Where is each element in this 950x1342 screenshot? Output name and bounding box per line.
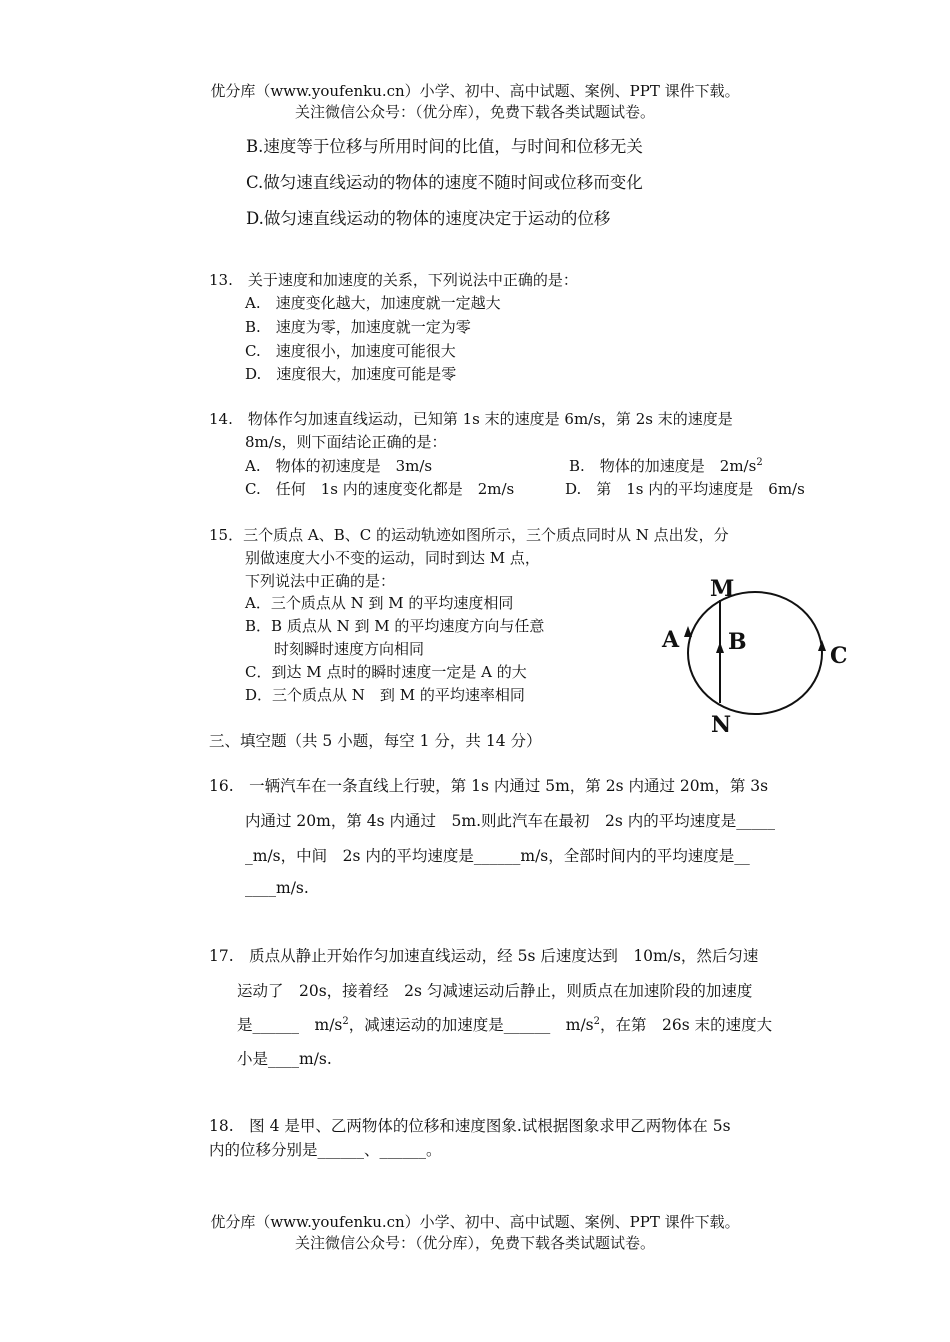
circle-trajectory — [688, 592, 822, 714]
label-m: M — [710, 576, 735, 602]
q13-stem: 13. 关于速度和加速度的关系，下列说法中正确的是： — [209, 271, 578, 289]
footer-line-2: 关注微信公众号：（优分库），免费下载各类试题试卷。 — [294, 1234, 655, 1252]
q15-stem-line-2: 别做速度大小不变的运动，同时到达 M 点， — [245, 549, 540, 567]
q15-option-a: A．三个质点从 N 到 M 的平均速度相同 — [245, 594, 514, 612]
q14-stem-line-1: 14. 物体作匀加速直线运动，已知第 1s 末的速度是 6m/s，第 2s 末的速度是 — [209, 410, 733, 428]
q16-line-4: ____m/s. — [245, 879, 309, 897]
q16-line-3: _m/s，中间 2s 内的平均速度是______m/s，全部时间内的平均速度是__ — [245, 847, 750, 865]
q17-line-3-part-2: ，减速运动的加速度是______ m/s — [348, 1016, 594, 1034]
q15-option-d: D．三个质点从 N 到 M 的平均速率相同 — [245, 686, 525, 704]
q17-line-3-part-1: 是______ m/s — [237, 1016, 343, 1034]
label-b: B — [728, 629, 747, 655]
q15-option-b-line-2: 时刻瞬时速度方向相同 — [274, 640, 425, 658]
label-c: C — [830, 643, 848, 669]
header-line-1: 优分库（www.youfenku.cn）小学、初中、高中试题、案例、PPT 课件下载。 — [210, 82, 740, 100]
q14-stem-line-2: 8m/s，则下面结论正确的是： — [245, 433, 447, 451]
q13-option-a: A. 速度变化越大，加速度就一定越大 — [245, 294, 501, 312]
arrow-a-icon — [684, 626, 692, 637]
q14-option-d: D. 第 1s 内的平均速度是 6m/s — [565, 480, 805, 498]
q17-line-2: 运动了 20s，接着经 2s 匀减速运动后静止，则质点在加速阶段的加速度 — [237, 982, 753, 1000]
q17-line-4: 小是____m/s. — [237, 1050, 332, 1068]
footer-line-1: 优分库（www.youfenku.cn）小学、初中、高中试题、案例、PPT 课件下载。 — [210, 1213, 740, 1231]
q12-option-c: C.做匀速直线运动的物体的速度不随时间或位移而变化 — [246, 173, 643, 192]
q15-trajectory-figure — [650, 570, 860, 745]
q14-option-b-exponent: 2 — [756, 457, 763, 468]
label-a: A — [662, 627, 680, 653]
q14-option-a: A. 物体的初速度是 3m/s — [245, 457, 433, 475]
q15-option-b-line-1: B．B 质点从 N 到 M 的平均速度方向与任意 — [245, 617, 545, 635]
q16-line-1: 16. 一辆汽车在一条直线上行驶，第 1s 内通过 5m，第 2s 内通过 20m，第 3s — [209, 777, 769, 795]
q14-option-b — [569, 455, 763, 476]
q13-option-d: D. 速度很大，加速度可能是零 — [245, 365, 457, 383]
q16-line-2: 内通过 20m，第 4s 内通过 5m.则此汽车在最初 2s 内的平均速度是_____ — [245, 812, 775, 830]
q17-exponent-2: 2 — [593, 1015, 601, 1027]
q13-option-b: B. 速度为零，加速度就一定为零 — [245, 318, 471, 336]
label-n: N — [711, 712, 732, 738]
q15-option-c: C．到达 M 点时的瞬时速度一定是 A 的大 — [245, 663, 527, 681]
q17-line-1: 17. 质点从静止开始作匀加速直线运动，经 5s 后速度达到 10m/s，然后匀速 — [209, 947, 759, 965]
q18-line-1: 18. 图 4 是甲、乙两物体的位移和速度图象.试根据图象求甲乙两物体在 5s — [209, 1117, 731, 1135]
q14-option-c: C. 任何 1s 内的速度变化都是 2m/s — [245, 480, 515, 498]
arrow-b-icon — [716, 642, 724, 653]
arrow-c-icon — [818, 640, 826, 651]
q18-line-2: 内的位移分别是______、______。 — [209, 1141, 442, 1159]
q15-stem-line-3: 下列说法中正确的是： — [245, 572, 396, 590]
q17-line-3-part-3: ，在第 26s 末的速度大 — [600, 1016, 773, 1034]
q12-option-d: D.做匀速直线运动的物体的速度决定于运动的位移 — [246, 209, 611, 228]
q17-line-3 — [237, 1013, 772, 1035]
q12-option-b: B.速度等于位移与所用时间的比值，与时间和位移无关 — [246, 137, 643, 156]
section-3-heading: 三、填空题（共 5 小题，每空 1 分，共 14 分） — [209, 732, 542, 750]
q13-option-c: C. 速度很小，加速度可能很大 — [245, 342, 456, 360]
q17-exponent-1: 2 — [342, 1015, 349, 1027]
q15-stem-line-1: 15．三个质点 A、B、C 的运动轨迹如图所示，三个质点同时从 N 点出发，分 — [209, 526, 729, 544]
q14-option-b-text: B. 物体的加速度是 2m/s — [569, 457, 757, 475]
header-line-2: 关注微信公众号：（优分库），免费下载各类试题试卷。 — [294, 103, 655, 121]
